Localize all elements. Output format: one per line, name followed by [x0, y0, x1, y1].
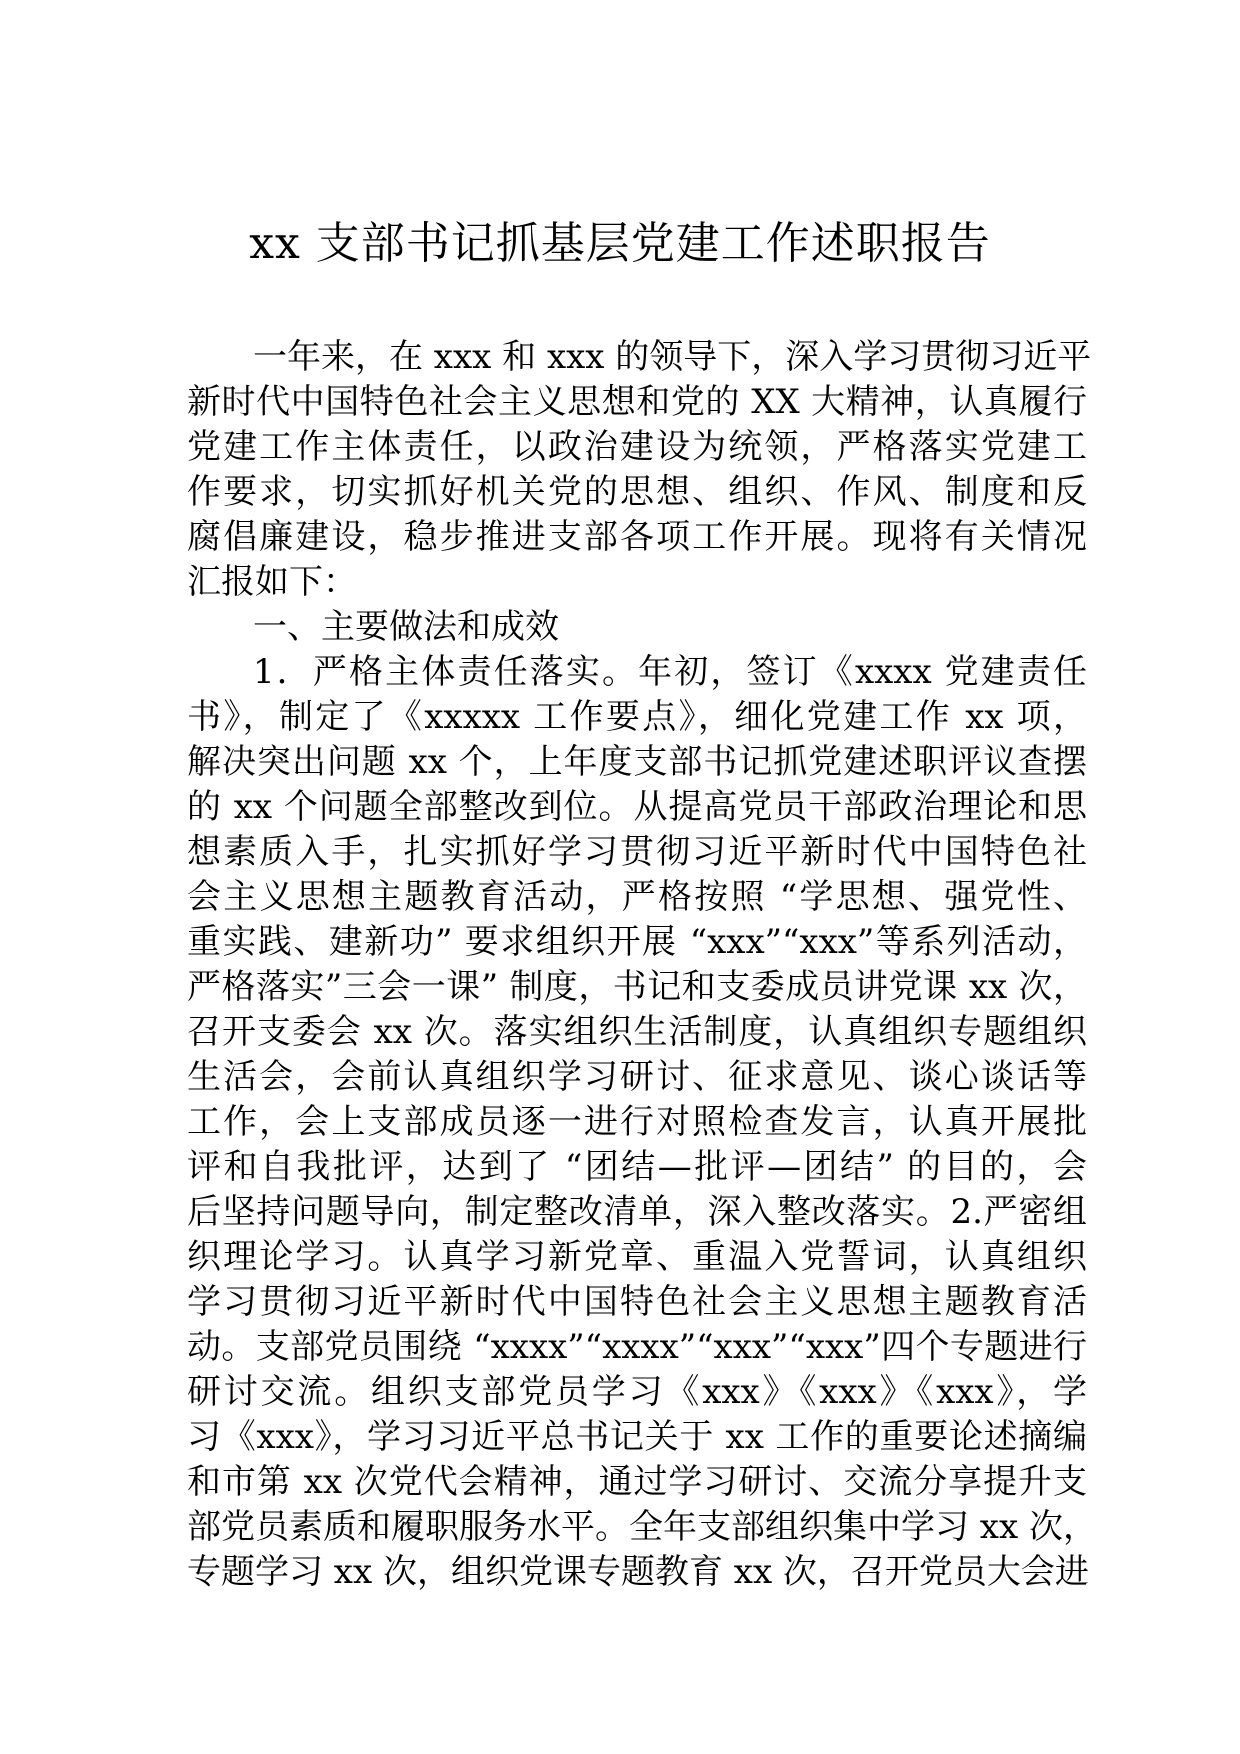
body-line: 织理论学习。认真学习新党章、重温入党誓词，认真组织 [187, 1237, 1087, 1277]
document-title: xx 支部书记抓基层党建工作述职报告 [249, 218, 991, 269]
body-line: 书》，制定了《xxxxx 工作要点》，细化党建工作 xx 项， [187, 697, 1087, 737]
body-line: 会主义思想主题教育活动，严格按照 “学思想、强党性、 [187, 877, 1087, 917]
document-body [187, 335, 1097, 1595]
body-line: 严格落实”三会一课” 制度，书记和支委成员讲党课 xx 次， [187, 967, 1087, 1007]
section-heading: 一、主要做法和成效 [253, 607, 559, 647]
body-line: 生活会，会前认真组织学习研讨、征求意见、谈心谈话等 [187, 1057, 1087, 1097]
body-line: 新时代中国特色社会主义思想和党的 XX 大精神，认真履行 [187, 382, 1087, 422]
body-line: 汇报如下： [187, 562, 357, 602]
body-line: 和市第 xx 次党代会精神，通过学习研讨、交流分享提升支 [187, 1462, 1087, 1502]
body-line: 后坚持问题导向，制定整改清单，深入整改落实。2.严密组 [187, 1192, 1088, 1232]
body-line: 专题学习 xx 次，组织党课专题教育 xx 次，召开党员大会进 [187, 1552, 1089, 1592]
body-line: 的 xx 个问题全部整改到位。从提高党员干部政治理论和思 [187, 787, 1087, 827]
body-line: 作要求，切实抓好机关党的思想、组织、作风、制度和反 [187, 472, 1087, 512]
body-line: 想素质入手，扎实抓好学习贯彻习近平新时代中国特色社 [187, 832, 1087, 872]
body-line: 重实践、建新功” 要求组织开展 “xxx”“xxx”等系列活动， [187, 922, 1087, 962]
body-line: 1．严格主体责任落实。年初，签订《xxxx 党建责任 [253, 652, 1087, 692]
body-line: 习《xxx》，学习习近平总书记关于 xx 工作的重要论述摘编 [187, 1417, 1087, 1457]
body-line: 召开支委会 xx 次。落实组织生活制度，认真组织专题组织 [187, 1012, 1087, 1052]
body-line: 评和自我批评，达到了 “团结—批评—团结” 的目的，会 [187, 1147, 1087, 1187]
body-line: 部党员素质和履职服务水平。全年支部组织集中学习 xx 次， [187, 1507, 1097, 1547]
body-line: 动。支部党员围绕 “xxxx”“xxxx”“xxx”“xxx”四个专题进行 [187, 1327, 1087, 1367]
body-line: 腐倡廉建设，稳步推进支部各项工作开展。现将有关情况 [187, 517, 1087, 557]
body-line: 工作，会上支部成员逐一进行对照检查发言，认真开展批 [187, 1102, 1087, 1142]
body-line: 学习贯彻习近平新时代中国特色社会主义思想主题教育活 [187, 1282, 1087, 1322]
body-line: 解决突出问题 xx 个，上年度支部书记抓党建述职评议查摆 [187, 742, 1087, 782]
body-line: 研讨交流。组织支部党员学习《xxx》《xxx》《xxx》，学 [187, 1372, 1087, 1412]
body-line: 一年来，在 xxx 和 xxx 的领导下，深入学习贯彻习近平 [253, 337, 1092, 377]
body-line: 党建工作主体责任，以政治建设为统领，严格落实党建工 [187, 427, 1087, 467]
